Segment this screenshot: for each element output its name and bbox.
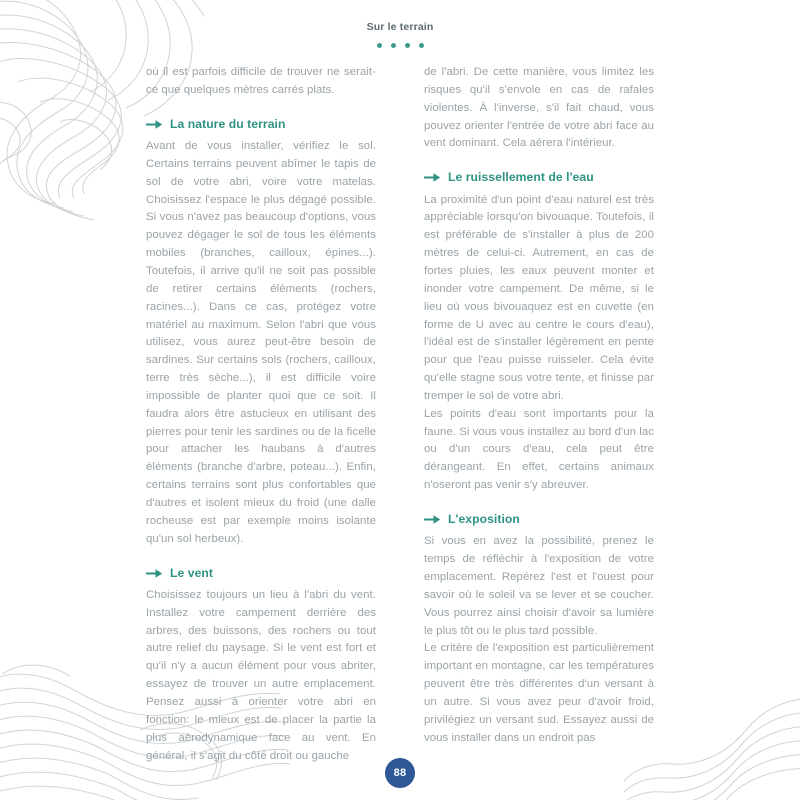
left-column	[146, 64, 376, 765]
paragraph: Choisissez toujours un lieu à l'abri du vent. Installez votre campement derrière des arbres, des buissons, des rochers ou tout autre relief du paysage. Si le vent est fort et qu'il n'y a aucun élément pour vous abriter, essayez de trouver un autre emplacement. Pensez aussi à orienter votre abri en fonction: le mieux est de placer la partie la plus aérodynamique face au vent. En général, il s'agit du côté droit ou gauche	[146, 588, 376, 762]
arrow-right-icon	[424, 514, 441, 525]
paragraph: de l'abri. De cette manière, vous limitez les risques qu'il s'envole en cas de rafales violentes. À l'inverse, s'il fait chaud, vous pouvez orienter l'entrée de votre abri face au vent dominant. Cela aérera l'intérieur.	[424, 66, 654, 150]
paragraph: Si vous en avez la possibilité, prenez le temps de réfléchir à l'exposition de votre emplacement. Repérez l'est et l'ouest pour savoir où le soleil va se lever et se coucher. Vous pourrez ainsi choisir d'avoir sa lumière le plus tôt ou le plus tard possible.	[424, 535, 654, 637]
body-columns	[146, 64, 654, 765]
section-heading	[146, 567, 376, 580]
section-title: Le vent	[170, 565, 214, 580]
section-le-ruissellement-de-leau	[424, 171, 654, 495]
header-dot	[391, 43, 396, 48]
arrow-right-icon	[146, 568, 163, 579]
arrow-right-icon	[146, 119, 163, 130]
section-title: La nature du terrain	[170, 116, 286, 131]
section-heading	[424, 171, 654, 184]
page-number: 88	[393, 766, 407, 779]
page-title: Sur le terrain	[366, 21, 434, 33]
section-heading	[424, 513, 654, 526]
header-dot-ornament	[0, 43, 800, 48]
header-dot	[377, 43, 382, 48]
section-heading	[146, 118, 376, 131]
section-la-nature-du-terrain	[146, 118, 376, 549]
header-dot	[405, 43, 410, 48]
section-title: Le ruissellement de l'eau	[448, 170, 594, 185]
paragraph: où il est parfois difficile de trouver ne serait-ce que quelques mètres carrés plats.	[146, 66, 376, 96]
running-header	[0, 0, 800, 48]
paragraph: La proximité d'un point d'eau naturel est très appréciable lorsqu'on bivouaque. Toutefois, il est préférable de s'installer à plus de 200 mètres de celui-ci. Autrement, en cas de fortes pluies, les eaux peuvent monter et inonder votre campement. De même, si le lieu où vous bivouaquez est en cuvette (en forme de U avec au centre le cours d'eau), l'idéal est de s'installer légèrement en pente pour que l'eau puisse ruisseler. Cela évite qu'elle stagne sous votre tente, et finisse par tremper le sol de votre abri.	[424, 193, 654, 402]
section-title: L'exposition	[448, 511, 520, 526]
page-number-badge	[385, 758, 415, 788]
header-dot	[419, 43, 424, 48]
paragraph: Le critère de l'exposition est particulièrement important en montagne, car les températures peuvent être très différentes d'un versant à un autre. Si vous avez peur d'avoir froid, privilégiez un versant sud. Essayez aussi de vous installer dans un endroit pas	[424, 642, 654, 744]
paragraph: Les points d'eau sont importants pour la faune. Si vous vous installez au bord d'un lac ou d'un cours d'eau, cela peut être dérangeant. En effet, certains animaux n'oseront pas venir s'y abreuver.	[424, 407, 654, 492]
arrow-right-icon	[424, 172, 441, 183]
section-le-vent	[146, 567, 376, 766]
section-lexposition	[424, 513, 654, 748]
right-column	[424, 64, 654, 765]
paragraph: Avant de vous installer, vérifiez le sol. Certains terrains peuvent abîmer le tapis de sol de votre abri, voire votre matelas. Choisissez l'espace le plus dégagé possible. Si vous n'avez pas beaucoup d'options, vous pouvez dégager le sol de tous les éléments mobiles (branches, cailloux, épines...). Toutefois, il arrive qu'il ne soit pas possible de retirer certains éléments (rochers, racines...). Dans ce cas, protégez votre matériel au maximum. Selon l'abri que vous utilisez, vous aurez peut-être besoin de sardines. Sur certains sols (rochers, cailloux, terre très sèche...), il est difficile voire impossible de planter quoi que ce soit. Il faudra alors être astucieux en utilisant des pierres pour tenir les sardines ou de la ficelle pour attacher les haubans à d'autres éléments (branche d'arbre, poteau...). Enfin, certains terrains sont plus confortables que d'autres et isolent mieux du froid (une dalle rocheuse est par exemple moins isolante qu'un sol herbeux).	[146, 140, 376, 545]
